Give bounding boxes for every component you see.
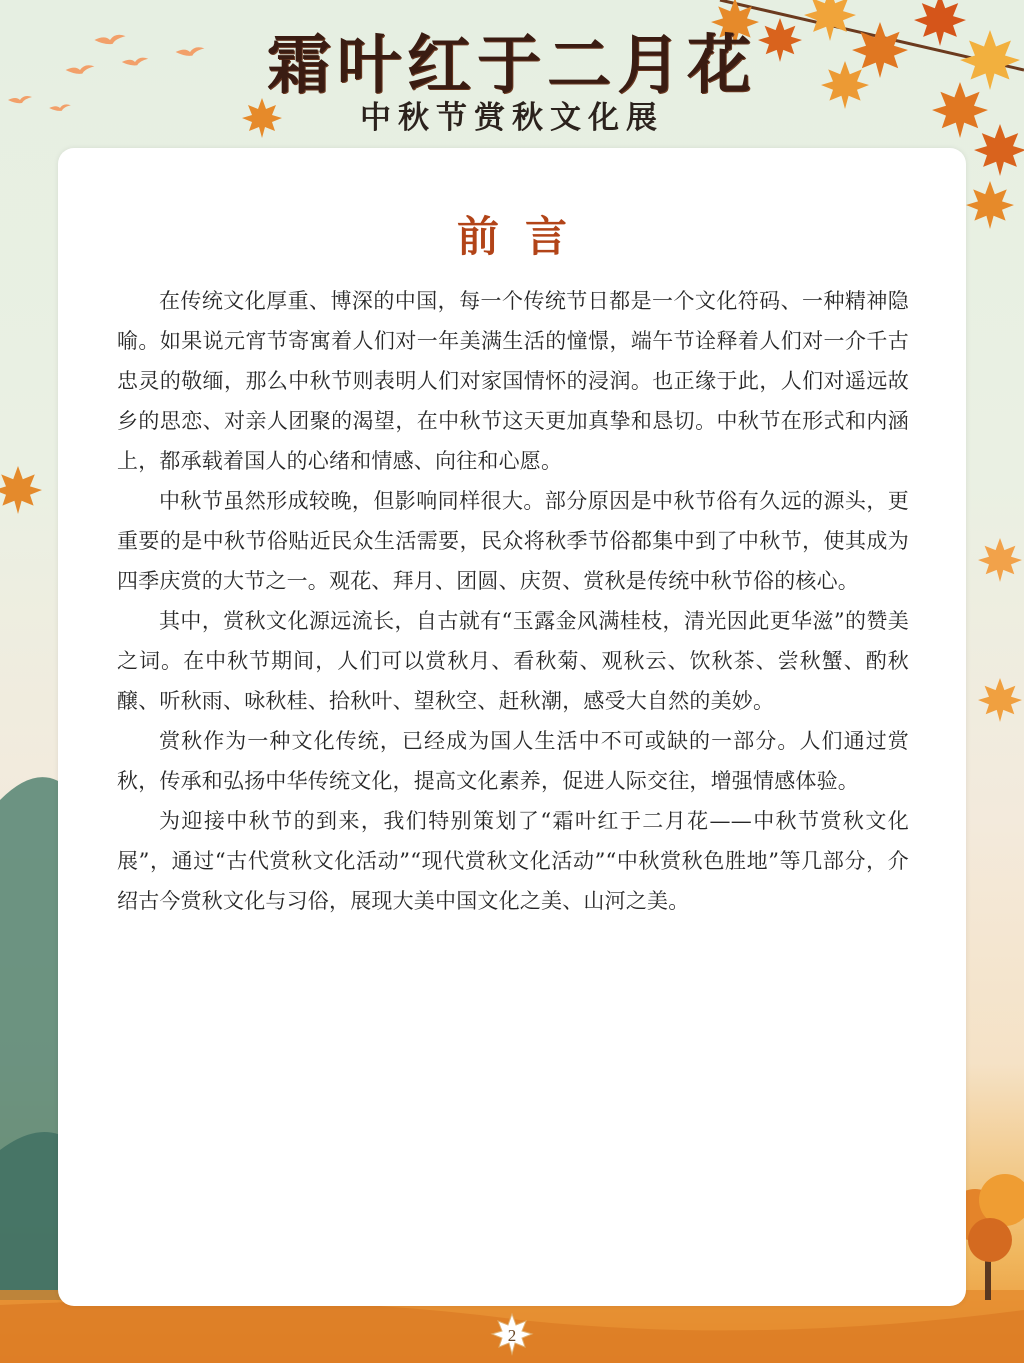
paragraph: 其中，赏秋文化源远流长，自古就有“玉露金风满桂枝，清光因此更华滋”的赞美之词。在中秋节期间，人们可以赏秋月、看秋菊、观秋云、饮秋茶、尝秋蟹、酌秋醸、听秋雨、咏秋桂、拾秋叶、望秋空、赶秋潮，感受大自然的美妙。 (117, 609, 909, 713)
paragraph: 赏秋作为一种文化传统，已经成为国人生活中不可或缺的一部分。人们通过赏秋，传承和弘扬中华传统文化，提高文化素养，促进人际交往，增强情感体验。 (117, 729, 909, 793)
page-number: 2 (507, 1326, 517, 1345)
paragraph: 中秋节虽然形成较晚，但影响同样很大。部分原因是中秋节俗有久远的源头，更重要的是中秋节俗贴近民众生活需要，民众将秋季节俗都集中到了中秋节，使其成为四季庆赏的大节之一。观花、拜月、团圆、庆贺、赏秋是传统中秋节俗的核心。 (117, 489, 909, 593)
exhibition-subtitle: 中秋节赏秋文化展 (360, 100, 664, 136)
paragraph: 在传统文化厚重、博深的中国，每一个传统节日都是一个文化符码、一种精神隐喻。如果说元宵节寄寓着人们对一年美满生活的憧憬，端午节诠释着人们对一介千古忠灵的敬缅，那么中秋节则表明人们对家国情怀的浸润。也正缘于此，人们对遥远故乡的思恋、对亲人团聚的渴望，在中秋节这天更加真挚和恳切。中秋节在形式和内涵上，都承载着国人的心绪和情感、向往和心愿。 (117, 289, 909, 473)
preface-body (117, 281, 909, 921)
page-number-badge (489, 1312, 535, 1356)
page-heading: 前言 (456, 212, 593, 261)
exhibition-title: 霜叶红于二月花 (267, 28, 757, 103)
paragraph: 为迎接中秋节的到来，我们特别策划了“霜叶红于二月花——中秋节赏秋文化展”，通过“古代赏秋文化活动”“现代赏秋文化活动”“中秋赏秋色胜地”等几部分，介绍古今赏秋文化与习俗，展现大美中国文化之美、山河之美。 (117, 809, 909, 913)
